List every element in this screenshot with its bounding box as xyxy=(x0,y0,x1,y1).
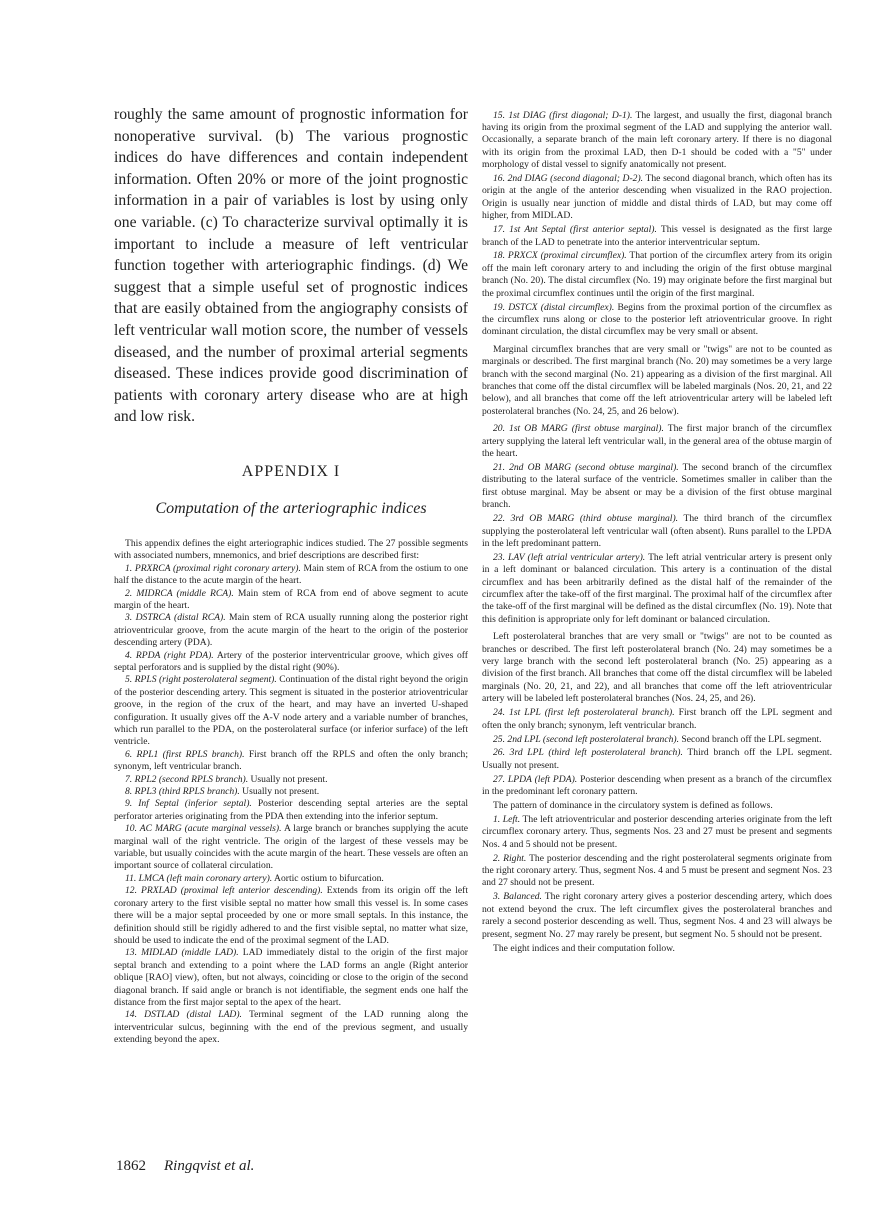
segment-25: 25. 2nd LPL (second left posterolateral branch). Second branch off the LPL segment. xyxy=(493,733,822,745)
segment-3: 3. DSTRCA (distal RCA). Main stem of RCA usually running along the posterior right atrioventricular groove, from the acute margin of the heart to the origin of the posterior descending artery (PDA). xyxy=(114,612,468,649)
segment-23: 23. LAV (left atrial ventricular artery). The left atrial ventricular artery is present only in a left dominant or balanced circulation. This artery is a continuation of the distal circumflex and has been arbitrarily defined as the distal half of the remainder of the circumflex after the take-off of the first marginal. The proximal half of the circumflex after the take-off of the first marginal will be defined as the distal circumflex (No. 19). Note that this definition is appropriate only for left dominant or balanced circulation. xyxy=(482,551,832,625)
dominance-intro: The pattern of dominance in the circulatory system is defined as follows. xyxy=(493,800,773,812)
page-number: 1862 xyxy=(116,1158,146,1174)
segment-19: 19. DSTCX (distal circumflex). Begins from the proximal portion of the circumflex as the circumflex runs along or close to the posterior left atrioventricular groove. In right dominant circulation, the distal circumflex may be very small or absent. xyxy=(482,301,832,338)
segment-20: 20. 1st OB MARG (first obtuse marginal). The first major branch of the circumflex artery supplying the lateral left ventricular wall, in the general area of the obtuse margin of the heart. xyxy=(482,423,832,460)
segment-list-left xyxy=(114,538,468,1047)
segment-8: 8. RPL3 (third RPLS branch). Usually not present. xyxy=(125,786,320,798)
segment-16: 16. 2nd DIAG (second diagonal; D-2). The second diagonal branch, which often has its origin at the angle of the anterior descending when visualized in the RAO projection. Origin is usually near junction of middle and distal thirds of LAD, but may come off higher, from MIDLAD. xyxy=(482,173,832,222)
appendix-title: APPENDIX I xyxy=(241,462,341,480)
segment-22: 22. 3rd OB MARG (third obtuse marginal). The third branch of the circumflex supplying the posterolateral left ventricular wall (often absent). Runs parallel to the LPDA in the left predominant pattern. xyxy=(482,513,832,549)
segment-11: 11. LMCA (left main coronary artery). Aortic ostium to bifurcation. xyxy=(125,872,384,884)
dominance-right: 2. Right. The posterior descending and the right posterolateral segments originate from the right coronary artery. Thus, segment Nos. 4 and 5 must be present and segment Nos. 23 and 27 should not be present. xyxy=(482,852,832,889)
segment-24: 24. 1st LPL (first left posterolateral branch). First branch off the LPL segment and often the only branch; synonym, left ventricular branch. xyxy=(482,707,832,731)
segment-10: 10. AC MARG (acute marginal vessels). A large branch or branches supplying the acute marginal wall of the right ventricle. The origin of the largest of these vessels may be variable, but usually coincides with the acute margin of the heart. These vessels are often an important source of collateral circulation. xyxy=(114,823,468,872)
segment-1: 1. PRXRCA (proximal right coronary artery). Main stem of RCA from the ostium to one half the distance to the acute margin of the heart. xyxy=(114,562,468,587)
segment-26: 26. 3rd LPL (third left posterolateral branch). Third branch off the LPL segment. Usually not present. xyxy=(482,747,832,771)
posterolateral-note: Left posterolateral branches that are very small or "twigs" are not to be counted as branches or described. The first left posterolateral branch (No. 24) may sometimes be a very large branch with the second left posterolateral branch (No. 25) appearing as a division of the first branch. All branches that come off the distal circumflex will be labeled marginals (No. 20, 21, and 22), and all branches that come off the left atrioventricular artery will be labeled left posterolateral branches (Nos. 24, 25, and 26). xyxy=(482,631,832,705)
segment-14: 14. DSTLAD (distal LAD). Terminal segment of the LAD running along the interventricular sulcus, beginning with the end of the previous segment, and usually extending beyond the apex. xyxy=(114,1009,468,1046)
right-column xyxy=(482,108,832,955)
dominance-balanced: 3. Balanced. The right coronary artery gives a posterior descending artery, which does not extend beyond the crux. The left circumflex gives the posterolateral branches and rarely a second posterior descending as well. Thus, segment Nos. 4 and 23 will always be present, segment No. 27 may rarely be present, but segment No. 5 should not be present. xyxy=(482,891,832,940)
running-author: Ringqvist et al. xyxy=(164,1158,255,1174)
segment-13: 13. MIDLAD (middle LAD). LAD immediately distal to the origin of the first major septal branch and extending to a point where the LAD forms an angle (Right anterior oblique [RAO] view), often, but not always, coinciding or close to the origin of the second diagonal branch. If said angle or branch is not identifiable, the segment ends one half the distance from the first major septal to the apex of the heart. xyxy=(114,947,468,1008)
intro-paragraph: roughly the same amount of prognostic information for nonoperative survival. (b) The various prognostic indices do have differences and contain independent information. Often 20% or more of the joint prognostic information in a pair of variables is lost by using only one variable. (c) To characterize survival optimally it is important to include a measure of left ventricular function together with arteriographic findings. (d) We suggest that a simple useful set of prognostic indices that are easily obtained from the angiography consists of left ventricular wall motion score, the number of vessels diseased, and the number of proximal arterial segments diseased. These indices provide good discrimination of patients with coronary artery disease who are at high and low risk. xyxy=(114,106,468,426)
segment-5: 5. RPLS (right posterolateral segment). Continuation of the distal right beyond the origin of the posterior descending artery. This segment is situated in the posterior atrioventricular groove, in the region of the crux of the heart, and may have an inverted U-shaped configuration. It usually gives off the A-V node artery and a variable number of branches, which run parallel to the PDA, on the posterolateral surface (or inferior surface) of the left ventricle. xyxy=(114,674,468,748)
segment-12: 12. PRXLAD (proximal left anterior descending). Extends from its origin off the left coronary artery to the first visible septal no matter how small this vessel is. In some cases there will be a major septal proceeded by one or more small septals. In this instance, the definition should still be rigidly adhered to and the first visible septal, no matter what size, should be used to indicate the end of the proximal segment of the LAD. xyxy=(114,885,468,946)
marginal-note: Marginal circumflex branches that are very small or "twigs" are not to be counted as marginals or described. The first marginal branch (No. 20) may sometimes be a very large branch with the second marginal (No. 21) appearing as a division of the first marginal. All branches that come off the distal circumflex will be labeled marginals (Nos. 20, 21, and 22 below), and all branches that come off the left atrioventricular artery will be labeled left posterolateral branches (No. 24, 25, and 26 below). xyxy=(482,343,832,417)
appendix-intro: This appendix defines the eight arteriographic indices studied. The 27 possible segments with associated numbers, mnemonics, and brief descriptions are described first: xyxy=(114,537,468,562)
segment-18: 18. PRXCX (proximal circumflex). That portion of the circumflex artery from its origin off the main left coronary artery to and including the origin of the first obtuse marginal branch (No. 20). The distal circumflex (No. 19) may originate before the first marginal but the proximal circumflex continues until the origin of the first marginal. xyxy=(482,250,833,299)
segment-4: 4. RPDA (right PDA). Artery of the posterior interventricular groove, which gives off septal perforators and is supplied by the distal right (90%). xyxy=(114,649,468,673)
segment-17: 17. 1st Ant Septal (first anterior septal). This vessel is designated as the first large branch of the LAD to penetrate into the anterior interventricular septum. xyxy=(482,224,833,248)
segment-9: 9. Inf Septal (inferior septal). Posterior descending septal arteries are the septal perforator arteries originating from the PDA then extending into the inferior septum. xyxy=(114,798,468,822)
left-column xyxy=(114,104,468,1047)
segment-2: 2. MIDRCA (middle RCA). Main stem of RCA from end of above segment to acute margin of the heart. xyxy=(114,587,468,611)
segment-6: 6. RPL1 (first RPLS branch). First branch off the RPLS and often the only branch; synonym, left ventricular branch. xyxy=(114,748,468,773)
segment-21: 21. 2nd OB MARG (second obtuse marginal). The second branch of the circumflex distributing to the lateral surface of the ventricle. Sometimes smaller in caliber than the first obtuse marginal. May be absent or may be a division of the first obtuse marginal branch. xyxy=(482,461,832,511)
appendix-subtitle: Computation of the arteriographic indices xyxy=(155,499,427,517)
page-footer xyxy=(116,1158,254,1175)
indices-follow: The eight indices and their computation follow. xyxy=(493,942,675,954)
segment-27: 27. LPDA (left PDA). Posterior descending when present as a branch of the circumflex in the predominant left coronary pattern. xyxy=(482,773,832,798)
dominance-left: 1. Left. The left atrioventricular and posterior descending arteries originate from the left circumflex coronary artery. Thus, segments Nos. 23 and 27 must be present and segments Nos. 4 and 5 should not be present. xyxy=(482,813,832,850)
segment-7: 7. RPL2 (second RPLS branch). Usually not present. xyxy=(125,773,328,785)
segment-15: 15. 1st DIAG (first diagonal; D-1). The largest, and usually the first, diagonal branch having its origin from the proximal segment of the LAD and supplying the anterior wall. Occasionally, a separate branch of the main left coronary artery. If there is no diagonal with its origin from the proximal LAD, then D-1 should be coded with a "5" under morphology of distal vessel to signify anatomically not present. xyxy=(482,109,832,171)
